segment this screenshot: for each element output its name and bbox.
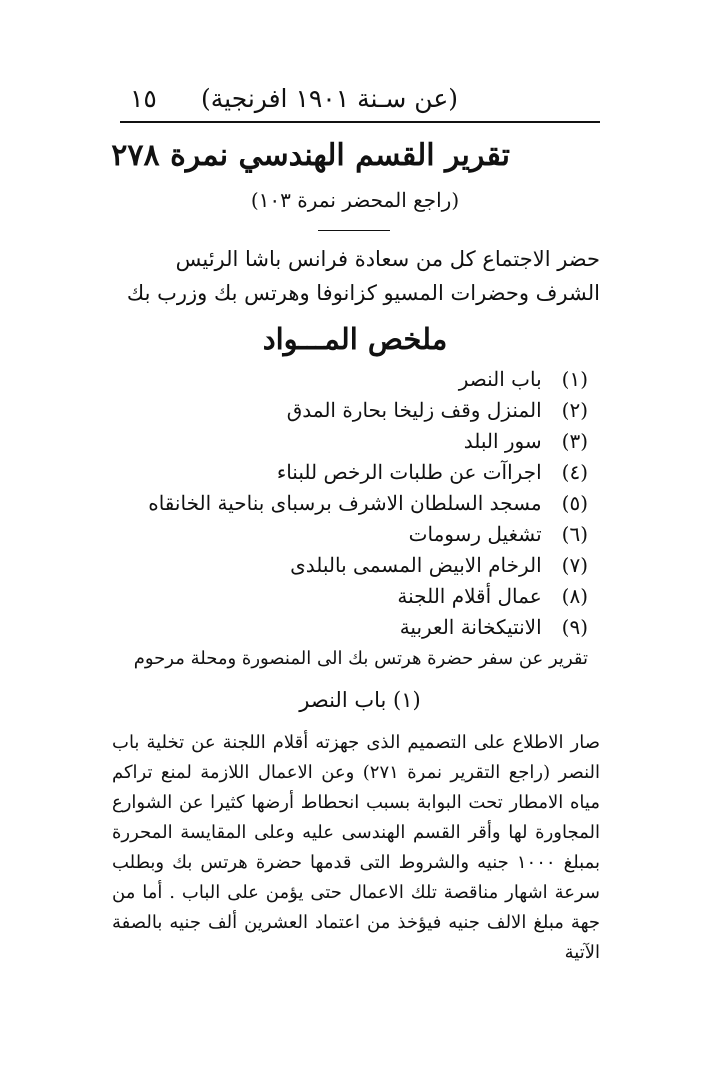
section-heading: (١) باب النصر xyxy=(299,688,421,712)
list-item xyxy=(228,364,588,395)
list-item xyxy=(148,488,588,519)
header-divider xyxy=(120,121,600,123)
summary-title: ملخص المـــواد xyxy=(262,322,448,356)
list-item xyxy=(228,519,588,550)
trip-report-note: تقرير عن سفر حضرة هرتس بك الى المنصورة ومحلة مرحوم xyxy=(133,648,588,669)
item-number: (٣) xyxy=(561,429,588,453)
section-paragraph: صار الاطلاع على التصميم الذى جهزته أقلام اللجنة عن تخلية باب النصر (راجع التقرير نمرة ٢٧١) وعن الاعمال اللازمة لمنع تراكم مياه الامطار تحت البوابة بسبب انحطاط أرضها كثيرا عن الشوارع المجاورة لها وأقر القسم الهندسى عليه وعلى المقايسة المحررة بمبلغ ١٠٠٠ جنيه والشروط التى قدمها حضرة هرتس بك وبطلب سرعة اشهار مناقصة تلك الاعمال حتى يؤمن على الباب . أما من جهة مبلغ الالف جنيه فيؤخذ من اعتماد العشرين ألف جنيه بالصفة الآتية xyxy=(112,732,601,963)
item-text: عمال أقلام اللجنة xyxy=(397,584,542,608)
attendees-paragraph: حضر الاجتماع كل من سعادة فرانس باشا الرئيس الشرف وحضرات المسيو كزانوفا وهرتس بك وزرب بك xyxy=(126,247,600,305)
item-number: (٧) xyxy=(561,553,588,577)
item-text: الرخام الابيض المسمى بالبلدى xyxy=(290,553,542,577)
report-reference: (راجع المحضر نمرة ١٠٣) xyxy=(250,188,460,212)
title-divider xyxy=(318,230,390,231)
item-number: (٢) xyxy=(561,398,588,422)
page-number: ١٥ xyxy=(130,84,157,113)
running-header xyxy=(120,82,598,118)
item-text: تشغيل رسومات xyxy=(408,522,542,546)
item-number: (٨) xyxy=(561,584,588,608)
list-item xyxy=(228,550,588,581)
header-title: (عن سـنة ١٩٠١ افرنجية) xyxy=(201,84,458,113)
item-number: (٥) xyxy=(561,491,588,515)
item-number: (٩) xyxy=(561,615,588,639)
item-number: (٤) xyxy=(561,460,588,484)
item-text: سور البلد xyxy=(463,429,542,453)
list-item xyxy=(228,395,588,426)
item-text: باب النصر xyxy=(458,367,542,391)
item-text: مسجد السلطان الاشرف برسباى بناحية الخانقاه xyxy=(148,491,542,515)
summary-list xyxy=(148,364,588,643)
list-item xyxy=(228,612,588,643)
item-text: الانتيكخانة العربية xyxy=(399,615,542,639)
item-number: (١) xyxy=(561,367,588,391)
report-title: تقرير القسم الهندسي نمرة ٢٧٨ xyxy=(111,138,510,173)
item-text: اجراآت عن طلبات الرخص للبناء xyxy=(276,460,542,484)
list-item xyxy=(228,581,588,612)
list-item xyxy=(228,426,588,457)
item-text: المنزل وقف زليخا بحارة المدق xyxy=(286,398,542,422)
item-number: (٦) xyxy=(561,522,588,546)
list-item xyxy=(228,457,588,488)
